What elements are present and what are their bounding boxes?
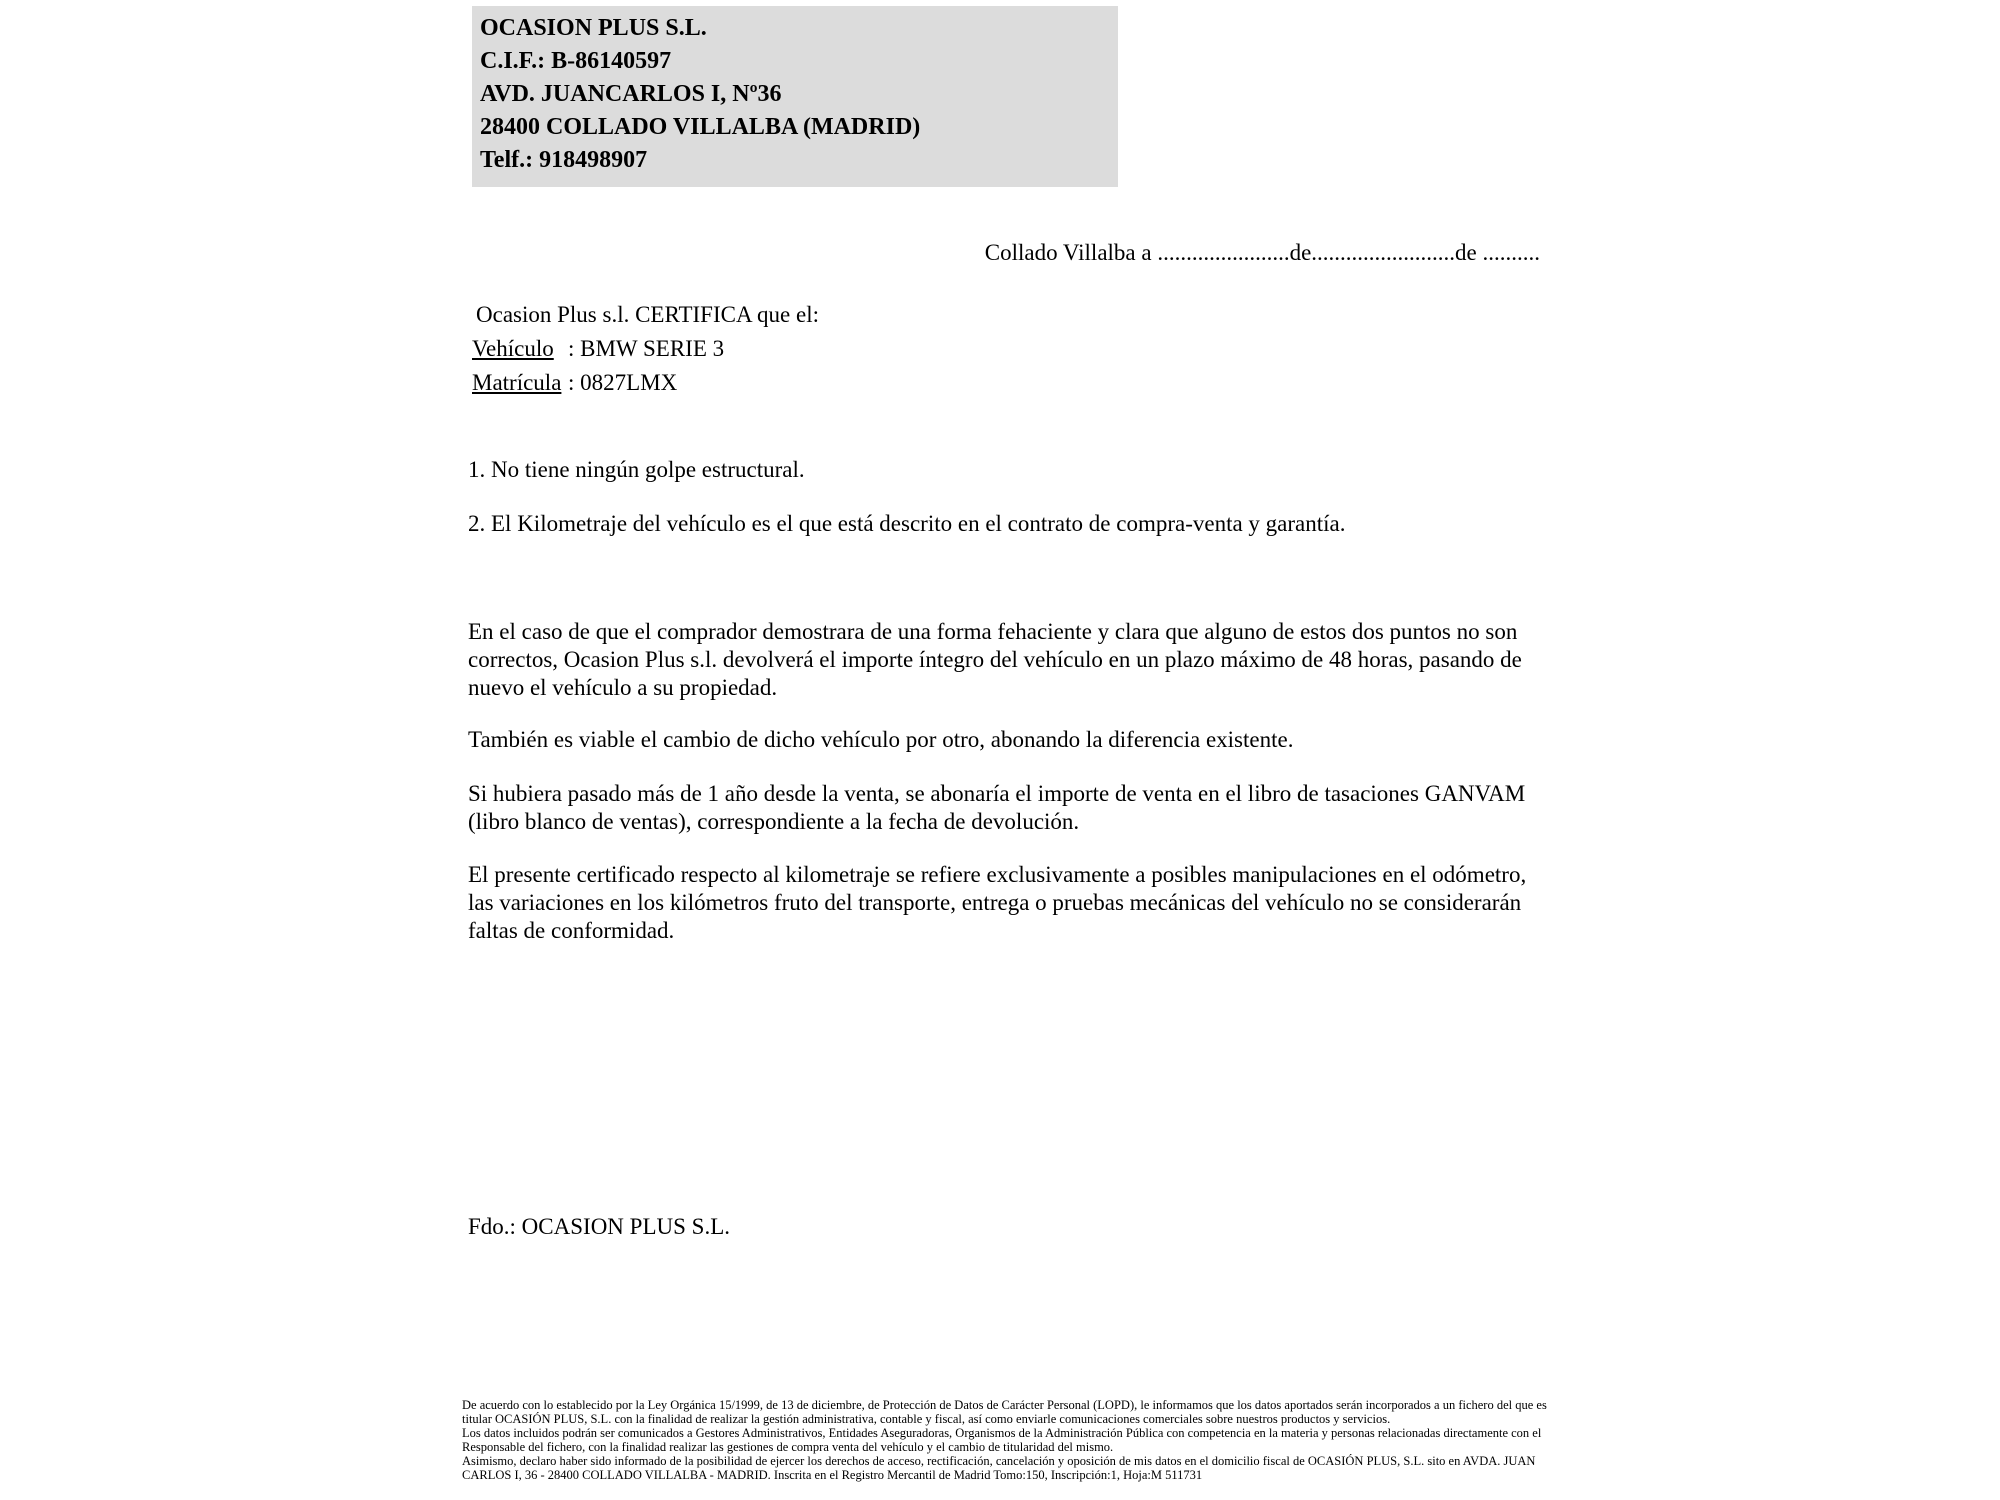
signature-line: Fdo.: OCASION PLUS S.L. bbox=[468, 1214, 730, 1239]
plate-label: Matrícula bbox=[472, 370, 562, 395]
paragraph-ganvam-valuation: Si hubiera pasado más de 1 año desde la venta, se abonaría el importe de venta en el libro de tasaciones GANVAM (libro blanco de ventas), correspondiente a la fecha de devolución. bbox=[468, 781, 1526, 834]
legal-footer-paragraph-1: De acuerdo con lo establecido por la Ley Orgánica 15/1999, de 13 de diciembre, de Protección de Datos de Carácter Personal (LOPD), le informamos que los datos aportados serán incorporados a un fichero del que es titular OCASIÓN PLUS, S.L. con la finalidad de realizar la gestión administrativa, contable y fiscal, así como enviarle comunicaciones comerciales sobre nuestros productos y servicios. bbox=[462, 1398, 1547, 1426]
legal-footer-paragraph-3: Asimismo, declaro haber sido informado de la posibilidad de ejercer los derechos de acceso, rectificación, cancelación y oposición de mis datos en el domicilio fiscal de OCASIÓN PLUS, S.L. sito en AVDA. JUAN CARLOS I, 36 - 28400 COLLADO VILLALBA - MADRID. Inscrita en el Registro Mercantil de Madrid Tomo:150, Inscripción:1, Hoja:M 511731 bbox=[462, 1454, 1536, 1482]
certify-intro: Ocasion Plus s.l. CERTIFICA que el: bbox=[476, 302, 819, 327]
company-address: AVD. JUANCARLOS I, Nº36 bbox=[480, 81, 782, 107]
date-placeholder-line: Collado Villalba a .......................de.........................de .......... bbox=[984, 240, 1540, 265]
paragraph-odometer-disclaimer: El presente certificado respecto al kilometraje se refiere exclusivamente a posibles manipulaciones en el odómetro, las variaciones en los kilómetros fruto del transporte, entrega o pruebas mecánicas del vehículo no se considerarán faltas de conformidad. bbox=[468, 862, 1527, 943]
paragraph-vehicle-exchange: También es viable el cambio de dicho vehículo por otro, abonando la diferencia existente. bbox=[468, 727, 1294, 752]
legal-footer-paragraph-2: Los datos incluidos podrán ser comunicados a Gestores Administrativos, Entidades Aseguradoras, Organismos de la Administración Pública con competencia en la materia y personas relacionadas directamente con el Responsable del fichero, con la finalidad realizar las gestiones de compra venta del vehículo y el cambio de titularidad del mismo. bbox=[462, 1426, 1542, 1454]
company-name: OCASION PLUS S.L. bbox=[480, 15, 707, 41]
plate-value: : 0827LMX bbox=[568, 370, 678, 395]
company-header-block bbox=[472, 6, 1118, 187]
certified-point-1: 1. No tiene ningún golpe estructural. bbox=[468, 457, 805, 482]
company-city: 28400 COLLADO VILLALBA (MADRID) bbox=[480, 114, 921, 140]
company-cif: C.I.F.: B-86140597 bbox=[480, 48, 672, 74]
company-phone: Telf.: 918498907 bbox=[480, 147, 648, 173]
legal-footer bbox=[462, 1398, 1550, 1482]
vehicle-row bbox=[472, 336, 724, 362]
plate-row bbox=[472, 370, 677, 396]
certified-point-2: 2. El Kilometraje del vehículo es el que está descrito en el contrato de compra-venta y garantía. bbox=[468, 511, 1346, 536]
vehicle-value: : BMW SERIE 3 bbox=[568, 336, 725, 361]
paragraph-refund-condition: En el caso de que el comprador demostrara de una forma fehaciente y clara que alguno de estos dos puntos no son correctos, Ocasion Plus s.l. devolverá el importe íntegro del vehículo en un plazo máximo de 48 horas, pasando de nuevo el vehículo a su propiedad. bbox=[468, 619, 1522, 700]
vehicle-label: Vehículo bbox=[472, 336, 554, 361]
